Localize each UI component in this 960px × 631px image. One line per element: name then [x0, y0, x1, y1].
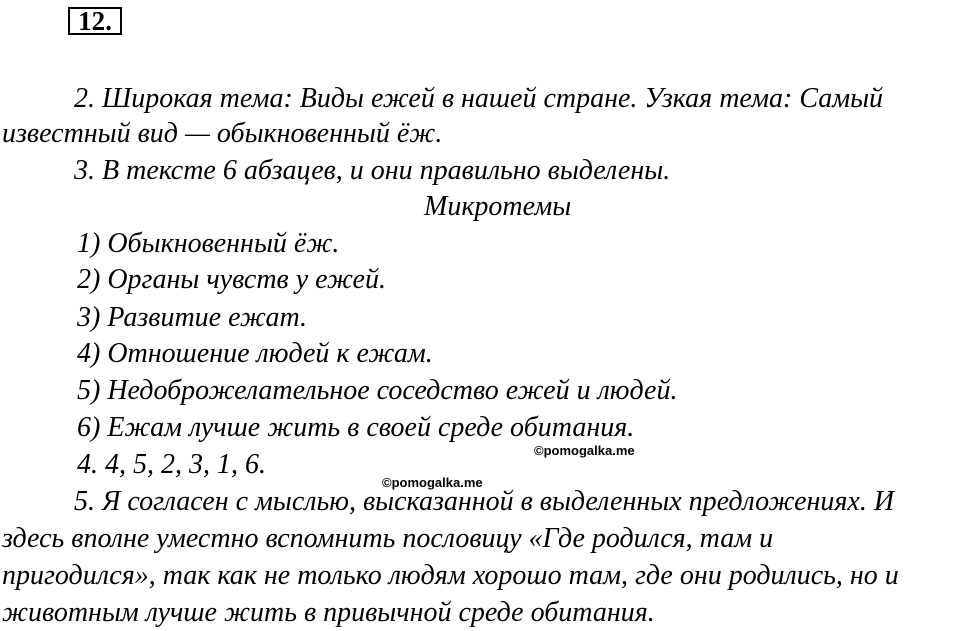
task-number-box — [68, 7, 122, 35]
microtopic-1: 1) Обыкновенный ёж. — [77, 228, 340, 259]
answer-5-line-3: пригодился», так как не только людям хорошо там, где они родились, но и — [2, 560, 899, 591]
answer-5-line-1: 5. Я согласен с мыслью, высказанной в выделенных предложениях. И — [74, 486, 895, 517]
answer-4-line: 4. 4, 5, 2, 3, 1, 6. — [77, 449, 266, 480]
task-number: 12. — [78, 5, 112, 36]
watermark: ©pomogalka.me — [534, 443, 635, 458]
microtopic-5: 5) Недоброжелательное соседство ежей и людей. — [77, 375, 678, 406]
answer-5-line-2: здесь вполне уместно вспомнить пословицу «Где родился, там и — [2, 523, 774, 554]
answer-2-line-1: 2. Широкая тема: Виды ежей в нашей стране. Узкая тема: Самый — [74, 83, 884, 114]
microtopic-2: 2) Органы чувств у ежей. — [77, 264, 386, 295]
microtopics-heading: Микротемы — [424, 191, 572, 222]
microtopic-3: 3) Развитие ежат. — [77, 302, 308, 333]
microtopic-6: 6) Ежам лучше жить в своей среде обитания. — [77, 412, 635, 443]
answer-2-line-2: известный вид — обыкновенный ёж. — [2, 118, 443, 149]
answer-3-line: 3. В тексте 6 абзацев, и они правильно выделены. — [74, 155, 671, 186]
microtopic-4: 4) Отношение людей к ежам. — [77, 338, 433, 369]
answer-5-line-4: животным лучше жить в привычной среде обитания. — [2, 597, 655, 628]
watermark: ©pomogalka.me — [382, 475, 483, 490]
